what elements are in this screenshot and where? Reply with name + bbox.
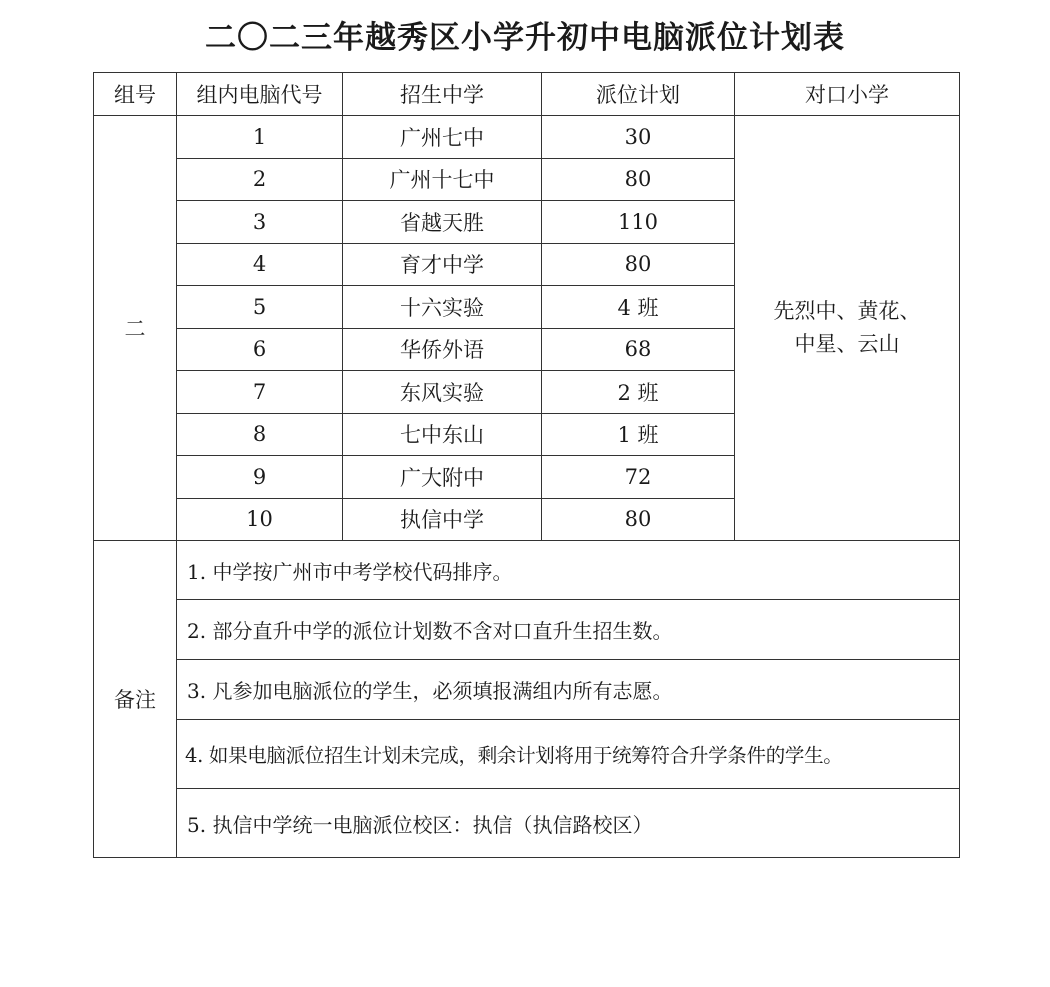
row-plan: 1 班 xyxy=(542,413,735,456)
row-code: 4 xyxy=(177,243,343,286)
remark-item: 2. 部分直升中学的派位计划数不含对口直升生招生数。 xyxy=(177,600,960,660)
row-code: 5 xyxy=(177,286,343,329)
table-header-row xyxy=(94,73,960,116)
row-school: 执信中学 xyxy=(343,498,542,541)
row-plan: 2 班 xyxy=(542,371,735,414)
row-school: 十六实验 xyxy=(343,286,542,329)
row-school: 育才中学 xyxy=(343,243,542,286)
allocation-plan-table xyxy=(93,72,960,858)
row-code: 2 xyxy=(177,158,343,201)
row-plan: 4 班 xyxy=(542,286,735,329)
row-school: 广州十七中 xyxy=(343,158,542,201)
row-code: 8 xyxy=(177,413,343,456)
remark-item: 5. 执信中学统一电脑派位校区：执信（执信路校区） xyxy=(177,789,960,858)
row-school: 七中东山 xyxy=(343,413,542,456)
remark-row xyxy=(94,660,960,720)
row-school: 广州七中 xyxy=(343,116,542,159)
header-allocation-plan: 派位计划 xyxy=(542,73,735,116)
row-code: 3 xyxy=(177,201,343,244)
remark-row xyxy=(94,789,960,858)
row-school: 东风实验 xyxy=(343,371,542,414)
row-plan: 72 xyxy=(542,456,735,499)
row-code: 7 xyxy=(177,371,343,414)
feeder-schools-cell xyxy=(735,116,960,541)
row-plan: 80 xyxy=(542,498,735,541)
row-school: 广大附中 xyxy=(343,456,542,499)
header-computer-code: 组内电脑代号 xyxy=(177,73,343,116)
row-plan: 68 xyxy=(542,328,735,371)
remark-row xyxy=(94,720,960,789)
feeder-schools-line-1: 先烈中、黄花、 xyxy=(773,299,921,323)
row-code: 1 xyxy=(177,116,343,159)
remark-row xyxy=(94,600,960,660)
remarks-label-cell: 备注 xyxy=(94,541,177,858)
group-number-cell: 二 xyxy=(94,116,177,541)
feeder-schools-line-2: 中星、云山 xyxy=(794,332,900,356)
row-school: 省越天胜 xyxy=(343,201,542,244)
row-school: 华侨外语 xyxy=(343,328,542,371)
header-admitting-school: 招生中学 xyxy=(343,73,542,116)
row-code: 10 xyxy=(177,498,343,541)
header-group: 组号 xyxy=(94,73,177,116)
row-plan: 80 xyxy=(542,158,735,201)
remark-item: 3. 凡参加电脑派位的学生，必须填报满组内所有志愿。 xyxy=(177,660,960,720)
table-row xyxy=(94,116,960,159)
remark-item: 1. 中学按广州市中考学校代码排序。 xyxy=(177,541,960,600)
row-plan: 30 xyxy=(542,116,735,159)
row-plan: 80 xyxy=(542,243,735,286)
remark-row xyxy=(94,541,960,600)
row-code: 9 xyxy=(177,456,343,499)
row-code: 6 xyxy=(177,328,343,371)
document-title: 二〇二三年越秀区小学升初中电脑派位计划表 xyxy=(205,20,845,56)
header-feeder-primary: 对口小学 xyxy=(735,73,960,116)
row-plan: 110 xyxy=(542,201,735,244)
remark-item: 4. 如果电脑派位招生计划未完成，剩余计划将用于统筹符合升学条件的学生。 xyxy=(177,720,960,789)
